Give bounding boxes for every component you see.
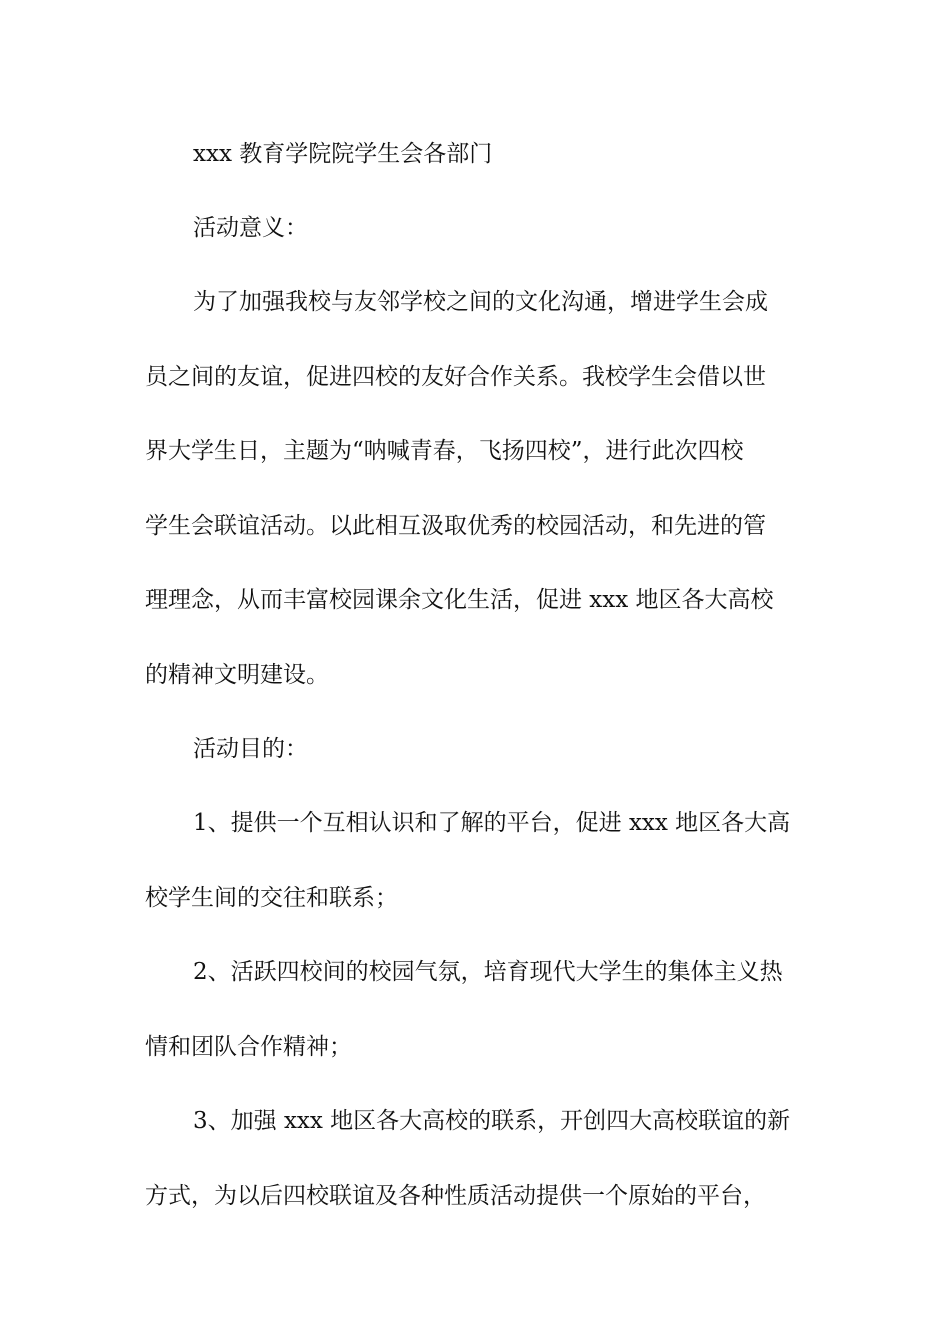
paragraph-line: 界大学生日，主题为“呐喊青春，飞扬四校”，进行此次四校	[145, 438, 744, 464]
list-item-line: 3、加强 xxx 地区各大高校的联系，开创四大高校联谊的新	[193, 1108, 791, 1134]
list-item-line: 情和团队合作精神；	[145, 1034, 352, 1060]
paragraph-line: 为了加强我校与友邻学校之间的文化沟通，增进学生会成	[193, 289, 768, 315]
section-heading-purpose: 活动目的：	[193, 736, 308, 762]
paragraph-line: 员之间的友谊，促进四校的友好合作关系。我校学生会借以世	[145, 364, 766, 390]
paragraph-line: 学生会联谊活动。以此相互汲取优秀的校园活动，和先进的管	[145, 513, 766, 539]
list-item-line: 2、活跃四校间的校园气氛，培育现代大学生的集体主义热	[193, 959, 783, 985]
list-item-line: 方式，为以后四校联谊及各种性质活动提供一个原始的平台，	[145, 1183, 766, 1209]
recipient-line: xxx 教育学院院学生会各部门	[193, 141, 493, 167]
paragraph-line: 的精神文明建设。	[145, 662, 329, 688]
list-item-line: 校学生间的交往和联系；	[145, 885, 398, 911]
paragraph-line: 理理念，从而丰富校园课余文化生活，促进 xxx 地区各大高校	[145, 587, 774, 613]
list-item-line: 1、提供一个互相认识和了解的平台，促进 xxx 地区各大高	[193, 810, 791, 836]
section-heading-significance: 活动意义：	[193, 215, 308, 241]
